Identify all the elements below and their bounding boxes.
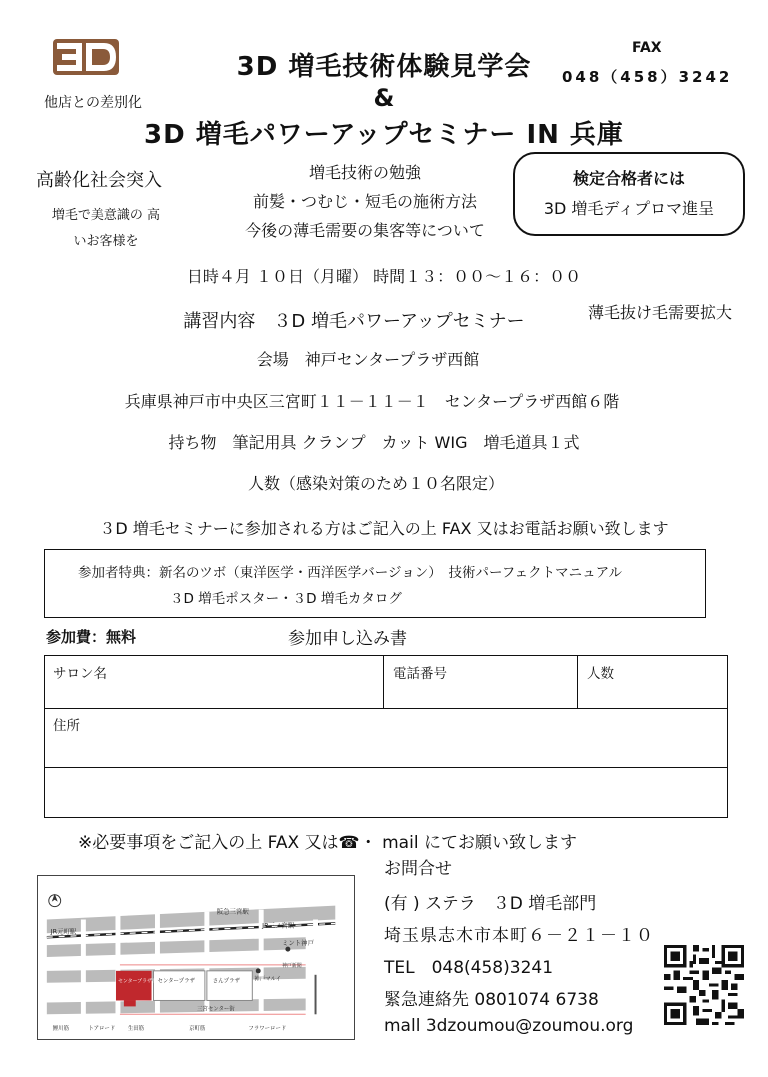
map-label: 鯉川筋 (52, 1026, 70, 1033)
phone-field[interactable] (385, 678, 575, 706)
topic-item: 今後の薄毛需要の集客等について (245, 221, 485, 240)
certification-badge (513, 152, 745, 236)
map-label: 生田筋 (127, 1026, 145, 1033)
instructions-note: ※必要事項をご記入の上 FAX 又は☎・ mail にてお願い致します (78, 833, 577, 853)
aging-society-text: 高齢化社会突入 (36, 170, 162, 191)
seminar-title: 3D 増毛パワーアップセミナー IN 兵庫 (144, 120, 624, 150)
emergency-contact: 緊急連絡先 0801074 6738 (384, 990, 599, 1010)
topic-item: 前髪・つむじ・短毛の施術方法 (252, 192, 477, 211)
topic-item: 増毛技術の勉強 (308, 163, 421, 182)
map-label: さんプラザ (212, 978, 240, 985)
map-label: センタープラザ西館 (117, 978, 162, 985)
title-ampersand: & (373, 84, 395, 112)
salon-name-field[interactable] (45, 678, 381, 706)
cert-line: 検定合格者には (572, 169, 685, 188)
address-label: 住所 (53, 718, 80, 734)
cert-line: 3D 増毛ディプロマ進呈 (543, 199, 715, 218)
benefit-line: 参加者特典：新名のツボ（東洋医学・西洋医学バージョン） 技術パーフェクトマニュアル (78, 565, 623, 581)
map-label: センタープラザ (157, 978, 195, 985)
map-label: JR元町駅 (50, 927, 77, 936)
participation-fee: 参加費：無料 (46, 628, 137, 646)
map-label: トアロード (88, 1026, 116, 1033)
venue-address: 兵庫県神戸市中央区三宮町１１－１１－１ センタープラザ西館６階 (124, 392, 620, 411)
map-label: フラワーロード (248, 1026, 287, 1033)
people-field[interactable] (579, 678, 725, 706)
map-label: 京町筋 (189, 1026, 206, 1033)
phone-label: 電話番号 (393, 666, 447, 682)
map-label: 神戸マルイ (254, 976, 282, 983)
map-label: 阪急三宮駅 (216, 907, 249, 916)
venue-map (37, 875, 355, 1040)
benefits-box (44, 549, 706, 618)
tel-number: TEL 048(458)3241 (384, 958, 554, 978)
event-datetime: 日時４月 １０日（月曜） 時間１３：００～１６：００ (186, 267, 582, 286)
address-field[interactable] (45, 732, 725, 816)
capacity: 人数（感染対策のため１０名限定） (247, 474, 504, 493)
benefit-line: ３D 増毛ポスター・３D 増毛カタログ (170, 591, 402, 607)
map-label: ミント神戸 (281, 939, 314, 948)
differentiation-text: 他店との差別化 (44, 95, 142, 111)
company-name: (有 ) ステラ ３D 増毛部門 (384, 894, 597, 914)
hair-demand-text: 薄毛抜け毛需要拡大 (588, 303, 733, 322)
salon-name-label: サロン名 (53, 666, 107, 682)
map-label: 三宮センター街 (196, 1006, 235, 1013)
application-form (44, 655, 728, 818)
application-form-title: 参加申し込み書 (288, 629, 407, 649)
map-label: 神戸新聞 (281, 962, 302, 969)
items-to-bring: 持ち物 筆記用具 クランプ カット WIG 増毛道具１式 (168, 433, 580, 452)
course-content: 講習内容 ３D 増毛パワーアップセミナー (183, 311, 525, 332)
fax-number: 048（458）3242 (562, 68, 733, 86)
topics-block (210, 158, 520, 245)
map-label: JR三ノ宮駅 (262, 921, 295, 930)
company-address: 埼玉県志木市本町６－２１－１０ (384, 926, 654, 946)
inquiry-label: お問合せ (384, 859, 452, 879)
event-title: 3D 増毛技術体験見学会 (236, 52, 532, 82)
people-label: 人数 (587, 666, 614, 682)
venue: 会場 神戸センタープラザ西館 (256, 350, 480, 369)
fax-label: FAX (632, 40, 662, 56)
customers-text: 増毛で美意識の 高いお客様を (51, 208, 161, 249)
email-address: mall 3dzoumou@zoumou.org (384, 1016, 634, 1036)
apply-note: ３D 増毛セミナーに参加される方はご記入の上 FAX 又はお電話お願い致します (99, 519, 669, 538)
qr-code (664, 945, 744, 1025)
